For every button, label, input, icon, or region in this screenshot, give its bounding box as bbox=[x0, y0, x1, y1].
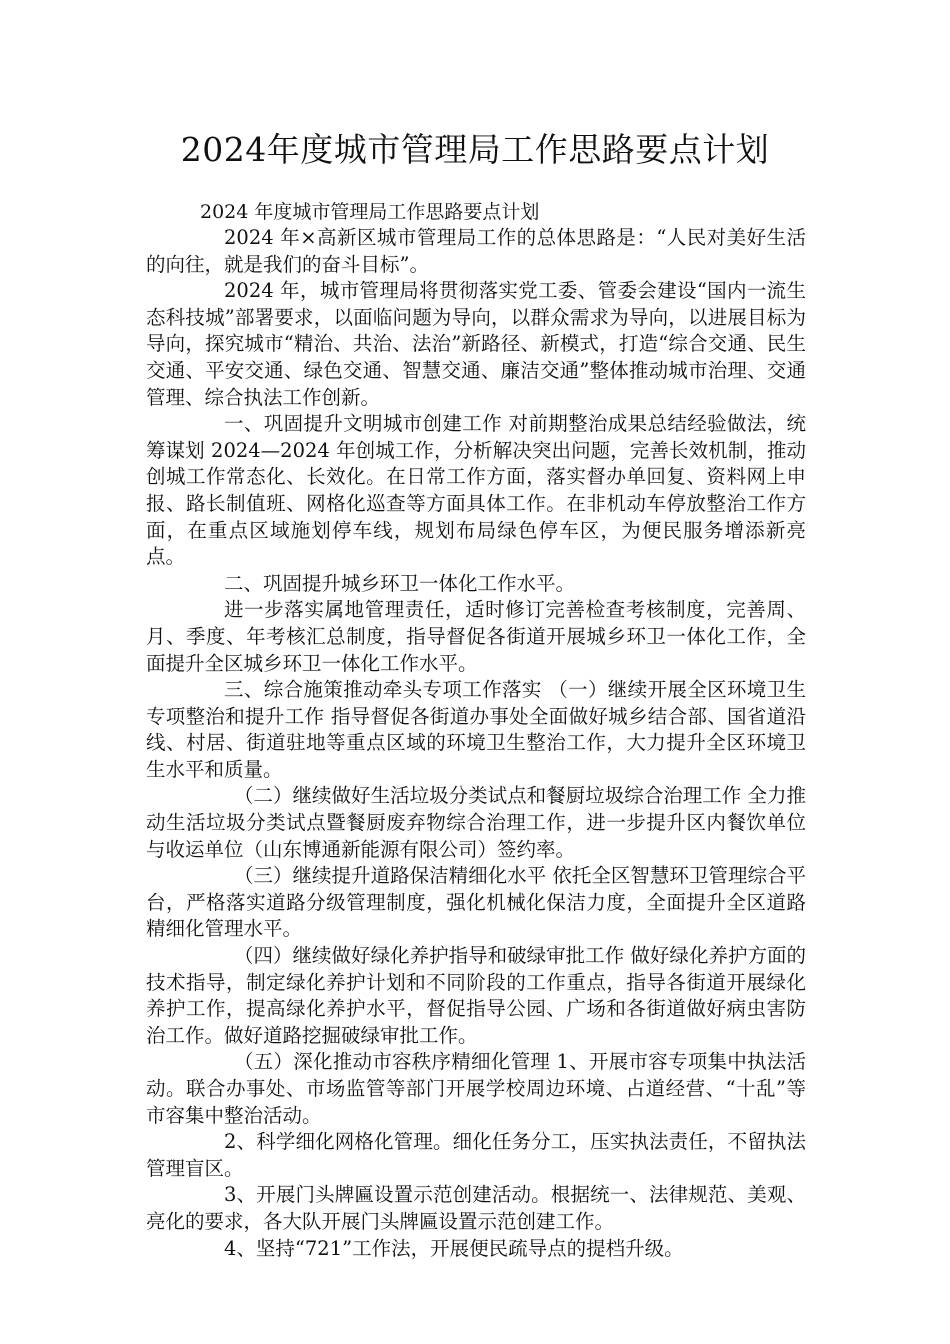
paragraph-section-2-heading: 二、巩固提升城乡环卫一体化工作水平。 bbox=[224, 571, 576, 595]
paragraph-section-1: 一、巩固提升文明城市创建工作 对前期整治成果总结经验做法，统筹谋划 2024—2024 年创城工作，分析解决突出问题，完善长效机制，推动创城工作常态化、长效化。在日常工作方面，落实督办单回复、资料网上申报、路长制值班、网格化巡查等方面具体工作。在非机动车停放整治工作方面，在重点区域施划停车线，规划布局绿色停车区，为便民服务增添新亮点。 bbox=[146, 412, 806, 569]
paragraph-overall-idea: 2024 年×高新区城市管理局工作的总体思路是：“人民对美好生活的向往，就是我们的奋斗目标”。 bbox=[146, 226, 806, 276]
paragraph-section-3: 三、综合施策推动牵头专项工作落实 （一）继续开展全区环境卫生专项整治和提升工作 指导督促各街道办事处全面做好城乡结合部、国省道沿线、村居、街道驻地等重点区域的环境卫生整治工作，大力提升全区环境卫生水平和质量。 bbox=[146, 678, 806, 781]
paragraph-subitem-2: 2、科学细化网格化管理。细化任务分工，压实执法责任，不留执法管理盲区。 bbox=[146, 1130, 806, 1180]
paragraph-item-5: （五）深化推动市容秩序精细化管理 1、开展市容专项集中执法活动。联合办事处、市场监管等部门开展学校周边环境、占道经营、“十乱”等市容集中整治活动。 bbox=[146, 1050, 806, 1127]
document-subtitle: 2024 年度城市管理局工作思路要点计划 bbox=[200, 201, 540, 223]
paragraph-item-4: （四）继续做好绿化养护指导和破绿审批工作 做好绿化养护方面的技术指导，制定绿化养护计划和不同阶段的工作重点，指导各街道开展绿化养护工作，提高绿化养护水平，督促指导公园、广场和各街道做好病虫害防治工作。做好道路挖掘破绿审批工作。 bbox=[146, 944, 806, 1047]
paragraph-item-3: （三）继续提升道路保洁精细化水平 依托全区智慧环卫管理综合平台，严格落实道路分级管理制度，强化机械化保洁力度，全面提升全区道路精细化管理水平。 bbox=[146, 864, 806, 941]
document-body bbox=[146, 199, 806, 1262]
paragraph-subitem-4: 4、坚持“721”工作法，开展便民疏导点的提档升级。 bbox=[224, 1236, 684, 1260]
paragraph-subitem-3: 3、开展门头牌匾设置示范创建活动。根据统一、法律规范、美观、亮化的要求，各大队开展门头牌匾设置示范创建工作。 bbox=[146, 1183, 806, 1233]
document-title: 2024年度城市管理局工作思路要点计划 bbox=[180, 130, 770, 169]
paragraph-2024-plan: 2024 年，城市管理局将贯彻落实党工委、管委会建设“国内一流生态科技城”部署要求，以面临问题为导向，以群众需求为导向，以进展目标为导向，探究城市“精治、共治、法治”新路径、新模式，打造“综合交通、民生交通、平安交通、绿色交通、智慧交通、廉洁交通”整体推动城市治理、交通管理、综合执法工作创新。 bbox=[146, 279, 806, 409]
paragraph-section-2-body: 进一步落实属地管理责任，适时修订完善检查考核制度，完善周、月、季度、年考核汇总制度，指导督促各街道开展城乡环卫一体化工作，全面提升全区城乡环卫一体化工作水平。 bbox=[146, 598, 806, 675]
paragraph-item-2: （二）继续做好生活垃圾分类试点和餐厨垃圾综合治理工作 全力推动生活垃圾分类试点暨餐厨废弃物综合治理工作，进一步提升区内餐饮单位与收运单位（山东博通新能源有限公司）签约率。 bbox=[146, 784, 806, 861]
